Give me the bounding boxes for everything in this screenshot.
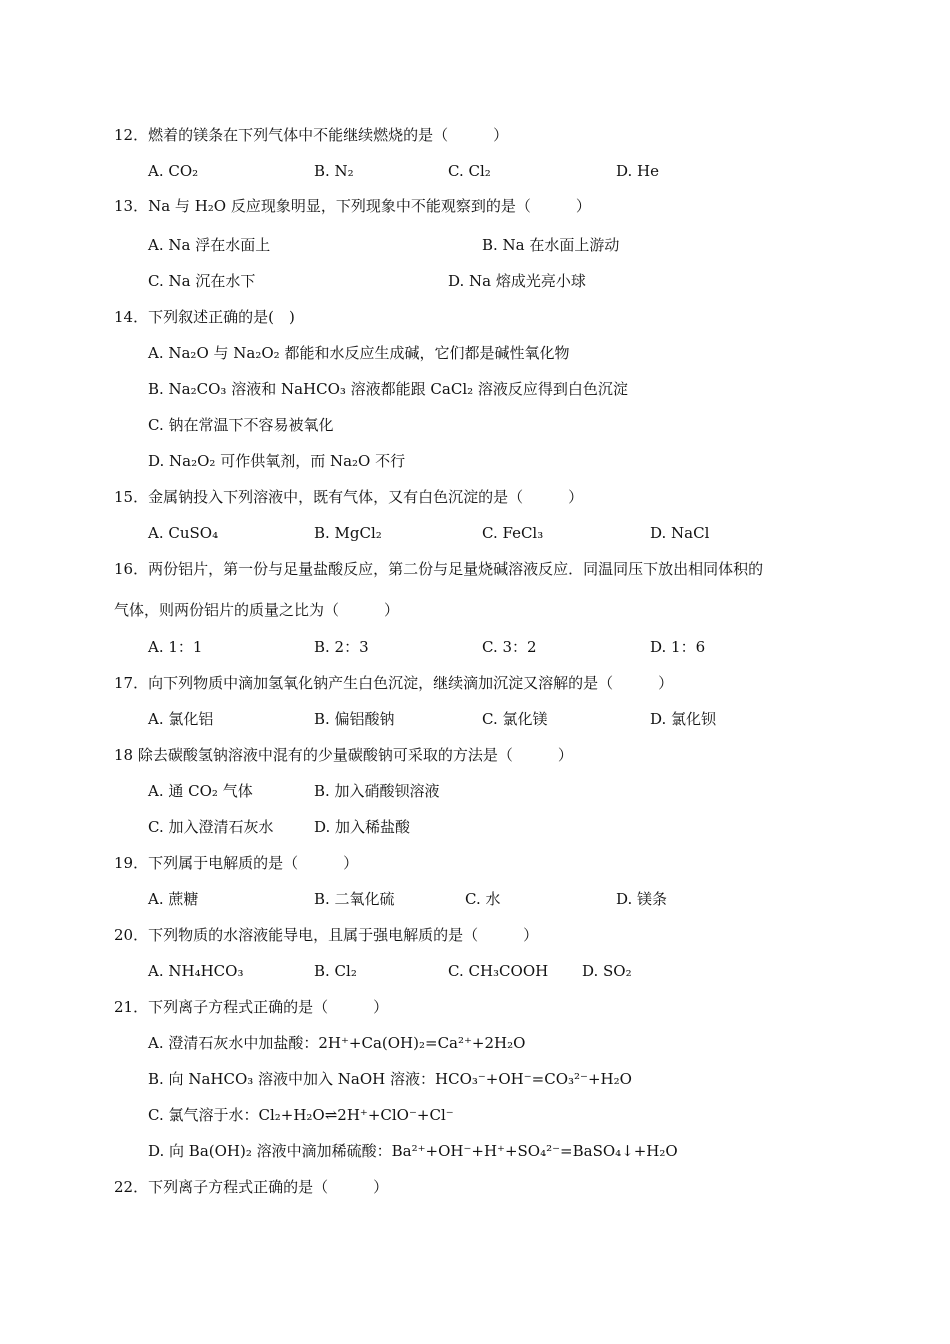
question-20: [0, 923, 950, 947]
option-b: B. 二氧化硫: [314, 890, 395, 908]
question-13-options-row2: [0, 269, 950, 293]
option-d: D. 镁条: [616, 890, 668, 908]
question-18: [0, 743, 950, 767]
question-14-option-c: [0, 413, 950, 437]
question-14: [0, 305, 950, 329]
option-c: C. 钠在常温下不容易被氧化: [148, 416, 334, 434]
question-21: [0, 995, 950, 1019]
question-14-option-a: [0, 341, 950, 365]
question-18-options-row2: [0, 815, 950, 839]
question-stem: 19．下列属于电解质的是（ ）: [114, 854, 359, 872]
option-d: D. 加入稀盐酸: [314, 818, 411, 836]
question-21-option-b: [0, 1067, 950, 1091]
option-a: A. CO₂: [148, 162, 199, 180]
question-13-options-row1: [0, 233, 950, 257]
option-d: D. Na₂O₂ 可作供氧剂，而 Na₂O 不行: [148, 452, 406, 470]
question-15: [0, 485, 950, 509]
question-stem: 17．向下列物质中滴加氢氧化钠产生白色沉淀，继续滴加沉淀又溶解的是（ ）: [114, 674, 674, 692]
question-12: [0, 123, 950, 147]
option-b: B. N₂: [314, 162, 354, 180]
question-stem: 18 除去碳酸氢钠溶液中混有的少量碳酸钠可采取的方法是（ ）: [114, 746, 573, 764]
question-16-options: [0, 635, 950, 659]
question-21-option-d: [0, 1139, 950, 1163]
option-c: C. CH₃COOH: [448, 962, 549, 980]
option-a: A. Na₂O 与 Na₂O₂ 都能和水反应生成碱，它们都是碱性氧化物: [148, 344, 570, 362]
option-b: B. 2：3: [314, 638, 369, 656]
question-19: [0, 851, 950, 875]
question-stem: 12．燃着的镁条在下列气体中不能继续燃烧的是（ ）: [114, 126, 509, 144]
option-c: C. 3：2: [482, 638, 537, 656]
question-15-options: [0, 521, 950, 545]
option-c: C. 水: [465, 890, 501, 908]
option-c: C. Na 沉在水下: [148, 272, 256, 290]
option-d: D. NaCl: [650, 524, 710, 542]
question-19-options: [0, 887, 950, 911]
option-b: B. Cl₂: [314, 962, 357, 980]
option-a: A. 蔗糖: [148, 890, 199, 908]
option-c: C. 氯化镁: [482, 710, 548, 728]
question-12-options: [0, 159, 950, 183]
question-21-option-a: [0, 1031, 950, 1055]
option-d: D. 1：6: [650, 638, 706, 656]
question-stem-line1: 16．两份铝片，第一份与足量盐酸反应，第二份与足量烧碱溶液反应．同温同压下放出相同体积的: [114, 560, 764, 578]
question-14-option-d: [0, 449, 950, 473]
option-c: C. 氯气溶于水：Cl₂+H₂O⇌2H⁺+ClO⁻+Cl⁻: [148, 1106, 454, 1124]
question-16-continued: [0, 598, 950, 622]
option-d: D. Na 熔成光亮小球: [448, 272, 586, 290]
option-a: A. 1：1: [148, 638, 203, 656]
option-c: C. 加入澄清石灰水: [148, 818, 274, 836]
option-b: B. Na₂CO₃ 溶液和 NaHCO₃ 溶液都能跟 CaCl₂ 溶液反应得到白色沉淀: [148, 380, 628, 398]
question-20-options: [0, 959, 950, 983]
question-13: [0, 194, 950, 218]
question-stem: 21．下列离子方程式正确的是（ ）: [114, 998, 389, 1016]
option-a: A. NH₄HCO₃: [148, 962, 244, 980]
question-21-option-c: [0, 1103, 950, 1127]
question-14-option-b: [0, 377, 950, 401]
option-a: A. 澄清石灰水中加盐酸：2H⁺+Ca(OH)₂=Ca²⁺+2H₂O: [148, 1034, 526, 1052]
option-a: A. 通 CO₂ 气体: [148, 782, 253, 800]
option-c: C. FeCl₃: [482, 524, 544, 542]
question-stem: 20．下列物质的水溶液能导电，且属于强电解质的是（ ）: [114, 926, 539, 944]
question-stem: 15．金属钠投入下列溶液中，既有气体，又有白色沉淀的是（ ）: [114, 488, 584, 506]
option-d: D. 氯化钡: [650, 710, 717, 728]
question-17: [0, 671, 950, 695]
option-b: B. Na 在水面上游动: [482, 236, 620, 254]
question-stem-line2: 气体，则两份铝片的质量之比为（ ）: [114, 601, 400, 619]
option-d: D. He: [616, 162, 659, 180]
question-17-options: [0, 707, 950, 731]
question-18-options-row1: [0, 779, 950, 803]
question-22: [0, 1175, 950, 1199]
option-a: A. Na 浮在水面上: [148, 236, 271, 254]
option-b: B. MgCl₂: [314, 524, 382, 542]
question-16: [0, 557, 950, 581]
question-stem: 14．下列叙述正确的是( ): [114, 308, 295, 326]
option-b: B. 加入硝酸钡溶液: [314, 782, 440, 800]
option-c: C. Cl₂: [448, 162, 491, 180]
option-a: A. CuSO₄: [148, 524, 219, 542]
option-d: D. 向 Ba(OH)₂ 溶液中滴加稀硫酸：Ba²⁺+OH⁻+H⁺+SO₄²⁻=BaSO₄↓+H₂O: [148, 1142, 678, 1160]
question-stem: 22．下列离子方程式正确的是（ ）: [114, 1178, 389, 1196]
option-b: B. 偏铝酸钠: [314, 710, 395, 728]
question-stem: 13．Na 与 H₂O 反应现象明显，下列现象中不能观察到的是（ ）: [114, 197, 591, 215]
option-b: B. 向 NaHCO₃ 溶液中加入 NaOH 溶液：HCO₃⁻+OH⁻=CO₃²⁻+H₂O: [148, 1070, 632, 1088]
option-a: A. 氯化铝: [148, 710, 214, 728]
option-d: D. SO₂: [582, 962, 632, 980]
